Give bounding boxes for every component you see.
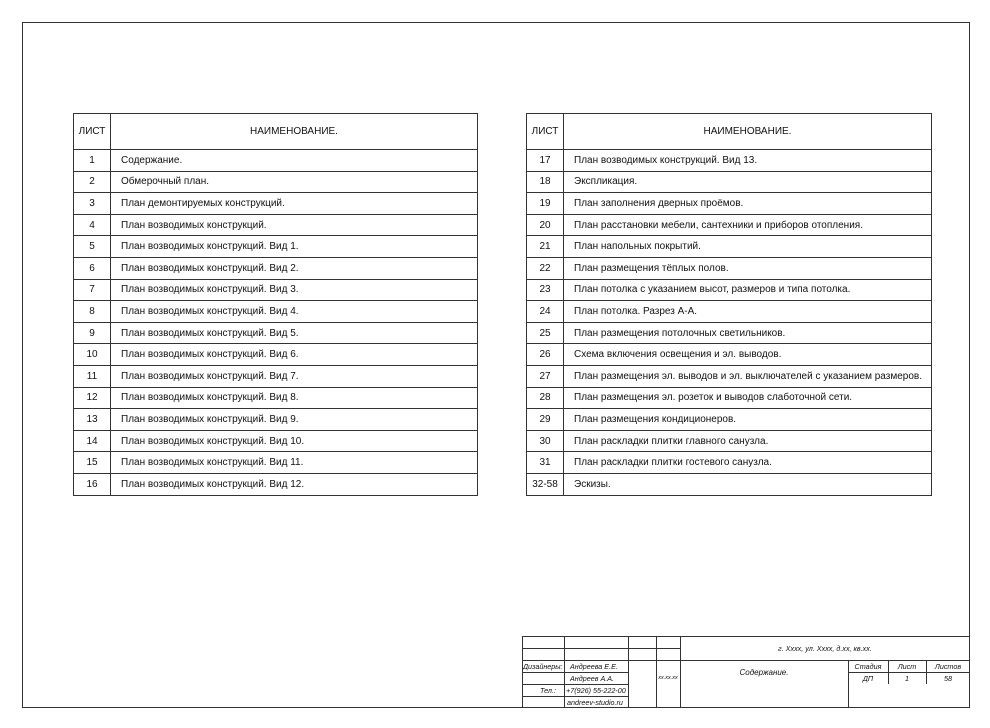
phone-label: Тел.: [540, 686, 556, 695]
sheet-title: План размещения кондиционеров. [564, 409, 932, 431]
sheet-title: План возводимых конструкций. Вид 1. [111, 236, 478, 258]
sheet-title: План расстановки мебели, сантехники и приборов отопления. [564, 214, 932, 236]
sheet-title: План возводимых конструкций. Вид 11. [111, 452, 478, 474]
sheet-number: 16 [74, 473, 111, 495]
sheet-title: План раскладки плитки главного санузла. [564, 430, 932, 452]
sheet-title: План потолка с указанием высот, размеров и типа потолка. [564, 279, 932, 301]
sheet-title: Эскизы. [564, 473, 932, 495]
title-column-header: НАИМЕНОВАНИЕ. [111, 114, 478, 150]
phone-number: +7(926) 55-222-00 [566, 686, 626, 695]
table-row [527, 171, 932, 193]
contents-table-left [73, 113, 478, 496]
sheet-title: Экспликация. [564, 171, 932, 193]
table-row [527, 387, 932, 409]
table-row [74, 171, 478, 193]
sheet-column-header: ЛИСТ [74, 114, 111, 150]
sheet-number: 30 [527, 430, 564, 452]
sheet-number: 9 [74, 322, 111, 344]
sheet-number: 3 [74, 193, 111, 215]
table-row [527, 214, 932, 236]
sheet-number: 28 [527, 387, 564, 409]
table-row [527, 301, 932, 323]
sheet-title: План возводимых конструкций. Вид 12. [111, 473, 478, 495]
sheet-title: План заполнения дверных проёмов. [564, 193, 932, 215]
table-row [527, 193, 932, 215]
table-row [527, 236, 932, 258]
contents-table-right [526, 113, 932, 496]
sheet-number: 29 [527, 409, 564, 431]
designer-name-1: Андреева Е.Е. [570, 662, 618, 671]
stage-label: Стадия [854, 662, 882, 671]
sheet-number: 11 [74, 365, 111, 387]
table-row [527, 257, 932, 279]
sheet-title: Обмерочный план. [111, 171, 478, 193]
table-row [74, 193, 478, 215]
sheet-number: 18 [527, 171, 564, 193]
table-row [527, 344, 932, 366]
sheet-title: План возводимых конструкций. Вид 3. [111, 279, 478, 301]
title-block [522, 636, 970, 708]
designer-name-2: Андреев А.А. [570, 674, 615, 683]
table-row [74, 365, 478, 387]
stage-value: ДП [862, 674, 874, 683]
table-row [527, 473, 932, 495]
sheet-number: 31 [527, 452, 564, 474]
sheet-number: 6 [74, 257, 111, 279]
sheet-number: 19 [527, 193, 564, 215]
sheet-number: 15 [74, 452, 111, 474]
table-row [74, 322, 478, 344]
sheet-number: 32-58 [527, 473, 564, 495]
sheet-title: План потолка. Разрез А-А. [564, 301, 932, 323]
sheet-title: План возводимых конструкций. Вид 6. [111, 344, 478, 366]
title-column-header: НАИМЕНОВАНИЕ. [564, 114, 932, 150]
sheet-title: План размещения потолочных светильников. [564, 322, 932, 344]
sheet-title: План возводимых конструкций. Вид 2. [111, 257, 478, 279]
table-row [527, 452, 932, 474]
sheet-title: План размещения тёплых полов. [564, 257, 932, 279]
sheet-number: 27 [527, 365, 564, 387]
table-row [74, 150, 478, 172]
sheet-number: 20 [527, 214, 564, 236]
sheet-title: План возводимых конструкций. Вид 10. [111, 430, 478, 452]
sheet-title: План возводимых конструкций. Вид 7. [111, 365, 478, 387]
table-row [527, 150, 932, 172]
address-text: г. Xxxx, ул. Xxxx, д.xx, кв.xx. [778, 644, 872, 653]
sheet-label: Лист [897, 662, 917, 671]
date-text: xx.xx.xx [658, 675, 678, 681]
table-header-row [74, 114, 478, 150]
sheet-number: 12 [74, 387, 111, 409]
sheet-title: Схема включения освещения и эл. выводов. [564, 344, 932, 366]
table-row [527, 409, 932, 431]
sheet-number: 10 [74, 344, 111, 366]
website-text: andreev-studio.ru [567, 698, 623, 707]
table-row [74, 452, 478, 474]
sheet-title: План возводимых конструкций. Вид 8. [111, 387, 478, 409]
table-row [74, 301, 478, 323]
sheet-number: 26 [527, 344, 564, 366]
sheet-number: 23 [527, 279, 564, 301]
sheet-number: 4 [74, 214, 111, 236]
table-row [74, 236, 478, 258]
sheet-title: План раскладки плитки гостевого санузла. [564, 452, 932, 474]
sheet-title: План размещения эл. розеток и выводов слаботочной сети. [564, 387, 932, 409]
sheet-number: 24 [527, 301, 564, 323]
sheet-number: 14 [74, 430, 111, 452]
table-row [74, 214, 478, 236]
sheet-title: План напольных покрытий. [564, 236, 932, 258]
sheet-number: 22 [527, 257, 564, 279]
sheet-value: 1 [905, 674, 909, 683]
sheet-title: План демонтируемых конструкций. [111, 193, 478, 215]
sheet-title: План возводимых конструкций. Вид 4. [111, 301, 478, 323]
sheets-value: 58 [944, 674, 952, 683]
sheet-title: План возводимых конструкций. Вид 13. [564, 150, 932, 172]
sheet-title: Содержание. [739, 668, 789, 677]
sheet-number: 7 [74, 279, 111, 301]
sheet-title: План возводимых конструкций. Вид 9. [111, 409, 478, 431]
sheet-title: Содержание. [111, 150, 478, 172]
table-row [74, 257, 478, 279]
table-row [74, 279, 478, 301]
designers-label: Дизайнеры: [523, 662, 563, 671]
sheet-title: План размещения эл. выводов и эл. выключателей с указанием размеров. [564, 365, 932, 387]
sheet-title: План возводимых конструкций. Вид 5. [111, 322, 478, 344]
sheet-number: 1 [74, 150, 111, 172]
table-row [74, 409, 478, 431]
table-row [527, 365, 932, 387]
sheet-number: 5 [74, 236, 111, 258]
sheet-number: 13 [74, 409, 111, 431]
table-row [527, 430, 932, 452]
table-row [74, 430, 478, 452]
sheet-number: 8 [74, 301, 111, 323]
sheets-label: Листов [934, 662, 962, 671]
sheet-number: 21 [527, 236, 564, 258]
table-row [74, 344, 478, 366]
table-header-row [527, 114, 932, 150]
sheet-number: 25 [527, 322, 564, 344]
table-row [74, 473, 478, 495]
table-row [527, 322, 932, 344]
sheet-number: 2 [74, 171, 111, 193]
table-row [74, 387, 478, 409]
sheet-title: План возводимых конструкций. [111, 214, 478, 236]
sheet-number: 17 [527, 150, 564, 172]
sheet-column-header: ЛИСТ [527, 114, 564, 150]
table-row [527, 279, 932, 301]
